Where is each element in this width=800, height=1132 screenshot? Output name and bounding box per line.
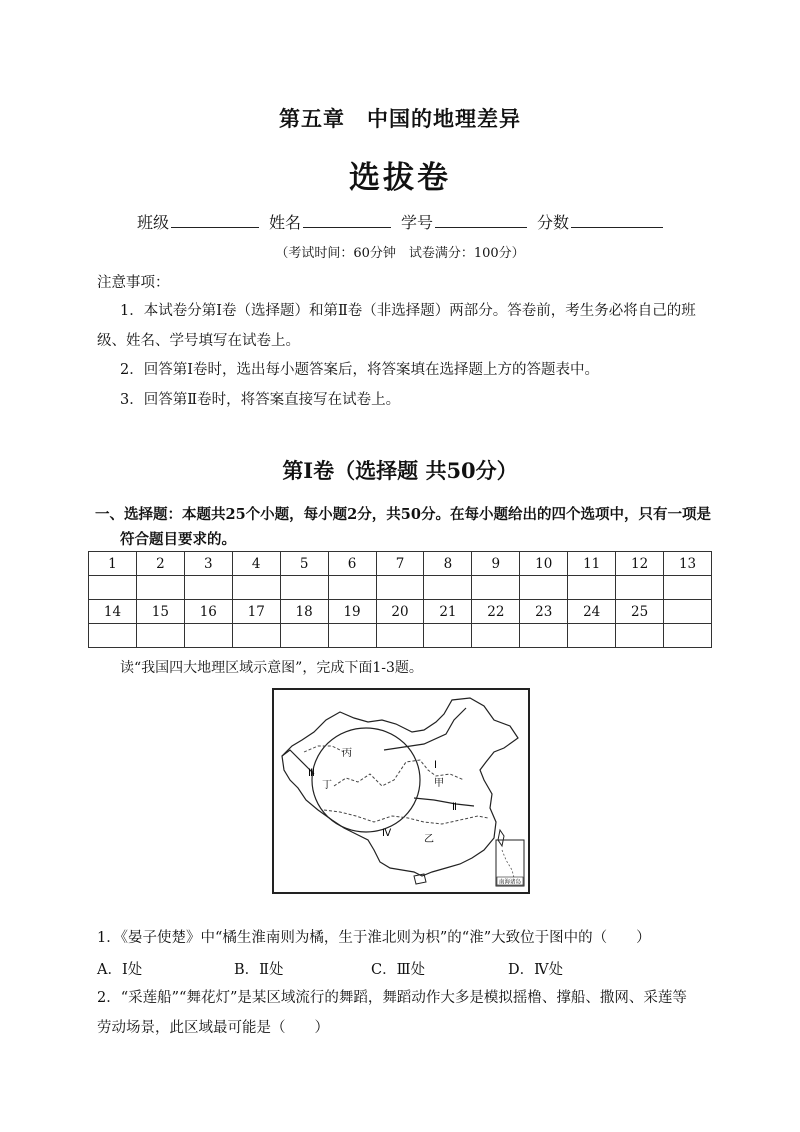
taiwan-island	[498, 830, 504, 846]
answer-cell[interactable]	[376, 624, 424, 648]
answer-input-row-1	[89, 576, 712, 600]
score-label: 分数	[537, 213, 570, 232]
answer-cell[interactable]	[232, 624, 280, 648]
answer-cell[interactable]	[616, 576, 664, 600]
answer-cell[interactable]	[520, 576, 568, 600]
exam-time-note: （考试时间：60分钟 试卷满分：100分）	[275, 246, 525, 261]
question-number-cell: 17	[232, 600, 280, 624]
map-caption: 读“我国四大地理区域示意图”，完成下面1-3题。	[120, 660, 423, 676]
question-number-cell: 6	[328, 552, 376, 576]
answer-cell[interactable]	[520, 624, 568, 648]
answer-cell[interactable]	[424, 576, 472, 600]
answer-cell[interactable]	[280, 624, 328, 648]
label-yi: 乙	[424, 834, 434, 845]
chapter-title	[0, 103, 800, 133]
china-map-drawing	[274, 690, 528, 892]
student-id-field[interactable]	[435, 210, 527, 228]
answer-number-row-2	[89, 600, 712, 624]
chapter-number: 第五章	[279, 106, 345, 131]
question-number-cell: 19	[328, 600, 376, 624]
question-number-cell: 21	[424, 600, 472, 624]
section-title: 第Ⅰ卷（选择题 共50分）	[282, 458, 518, 483]
question-number-cell: 10	[520, 552, 568, 576]
question-number-cell: 22	[472, 600, 520, 624]
answer-number-row-1	[89, 552, 712, 576]
option-b[interactable]: B．Ⅱ处	[234, 962, 284, 978]
china-regions-map	[272, 688, 530, 894]
question-number-cell: 12	[616, 552, 664, 576]
question-number-cell	[664, 600, 712, 624]
question-number-cell: 9	[472, 552, 520, 576]
answer-cell[interactable]	[184, 576, 232, 600]
answer-cell[interactable]	[136, 576, 184, 600]
inset-dotted-line	[502, 850, 514, 878]
question-number-cell: 5	[280, 552, 328, 576]
student-id-label: 学号	[401, 213, 434, 232]
question-number-cell: 20	[376, 600, 424, 624]
notice-heading: 注意事项：	[97, 275, 170, 291]
answer-cell[interactable]	[328, 576, 376, 600]
label-jia: 甲	[434, 778, 444, 789]
name-label: 姓名	[269, 213, 302, 232]
question-number-cell: 24	[568, 600, 616, 624]
notice-item-1-line-1: 1．本试卷分第Ⅰ卷（选择题）和第Ⅱ卷（非选择题）两部分。答卷前，考生务必将自己的班	[120, 303, 696, 319]
class-field[interactable]	[171, 210, 259, 228]
boundary-line-II	[414, 798, 474, 806]
question-number-cell: 15	[136, 600, 184, 624]
yellow-river	[334, 760, 464, 786]
answer-input-row-2	[89, 624, 712, 648]
label-ding: 丁	[322, 780, 332, 791]
question-number-cell: 11	[568, 552, 616, 576]
option-c[interactable]: C．Ⅲ处	[371, 962, 426, 978]
question-number-cell: 23	[520, 600, 568, 624]
label-roman-3: Ⅲ	[308, 768, 315, 779]
question-number-cell: 25	[616, 600, 664, 624]
answer-cell[interactable]	[376, 576, 424, 600]
question-number-cell: 13	[664, 552, 712, 576]
question-number-cell: 14	[89, 600, 137, 624]
question-number-cell: 2	[136, 552, 184, 576]
question-number-cell: 7	[376, 552, 424, 576]
question-number-cell: 8	[424, 552, 472, 576]
name-field[interactable]	[303, 210, 391, 228]
answer-cell[interactable]	[184, 624, 232, 648]
chapter-name: 中国的地理差异	[367, 106, 521, 131]
question-number-cell: 1	[89, 552, 137, 576]
answer-cell[interactable]	[664, 576, 712, 600]
label-roman-2: Ⅱ	[452, 802, 457, 813]
question-2-line-1: 2．“采莲船”“舞花灯”是某区域流行的舞蹈，舞蹈动作大多是模拟摇橹、撑船、撒网、采莲等	[97, 990, 687, 1006]
question-intro-line-2: 符合题目要求的。	[120, 531, 236, 548]
notice-item-1-line-2: 级、姓名、学号填写在试卷上。	[97, 333, 300, 349]
question-number-cell: 3	[184, 552, 232, 576]
question-number-cell: 16	[184, 600, 232, 624]
question-1-options	[97, 958, 645, 979]
class-label: 班级	[137, 213, 170, 232]
paper-title: 选拔卷	[349, 160, 451, 196]
option-d[interactable]: D．Ⅳ处	[508, 962, 564, 978]
label-roman-4: Ⅳ	[382, 828, 392, 839]
student-info-row	[137, 210, 673, 233]
answer-cell[interactable]	[280, 576, 328, 600]
answer-cell[interactable]	[616, 624, 664, 648]
answer-cell[interactable]	[232, 576, 280, 600]
question-intro-line-1: 一、选择题：本题共25个小题，每小题2分，共50分。在每小题给出的四个选项中，只有一项是	[95, 506, 711, 523]
answer-cell[interactable]	[136, 624, 184, 648]
answer-cell[interactable]	[424, 624, 472, 648]
answer-cell[interactable]	[89, 576, 137, 600]
label-bing: 丙	[342, 748, 352, 759]
question-1: 1．《晏子使楚》中“橘生淮南则为橘，生于淮北则为枳”的“淮”大致位于图中的（ ）	[97, 930, 651, 946]
option-a[interactable]: A．Ⅰ处	[97, 962, 143, 978]
answer-cell[interactable]	[568, 576, 616, 600]
answer-cell[interactable]	[472, 624, 520, 648]
question-number-cell: 4	[232, 552, 280, 576]
yangtze-river	[324, 810, 488, 824]
answer-cell[interactable]	[328, 624, 376, 648]
answer-cell[interactable]	[664, 624, 712, 648]
notice-item-3: 3．回答第Ⅱ卷时，将答案直接写在试卷上。	[120, 392, 401, 408]
label-roman-1: Ⅰ	[434, 760, 437, 771]
question-2-line-2: 劳动场景，此区域最可能是（ ）	[97, 1020, 329, 1036]
inset-label: 南海诸岛	[498, 879, 522, 886]
score-field[interactable]	[571, 210, 663, 228]
question-number-cell: 18	[280, 600, 328, 624]
answer-table	[88, 551, 712, 648]
answer-cell[interactable]	[568, 624, 616, 648]
answer-cell[interactable]	[89, 624, 137, 648]
china-outline	[282, 698, 518, 876]
notice-item-2: 2．回答第Ⅰ卷时，选出每小题答案后，将答案填在选择题上方的答题表中。	[120, 362, 599, 378]
answer-cell[interactable]	[472, 576, 520, 600]
